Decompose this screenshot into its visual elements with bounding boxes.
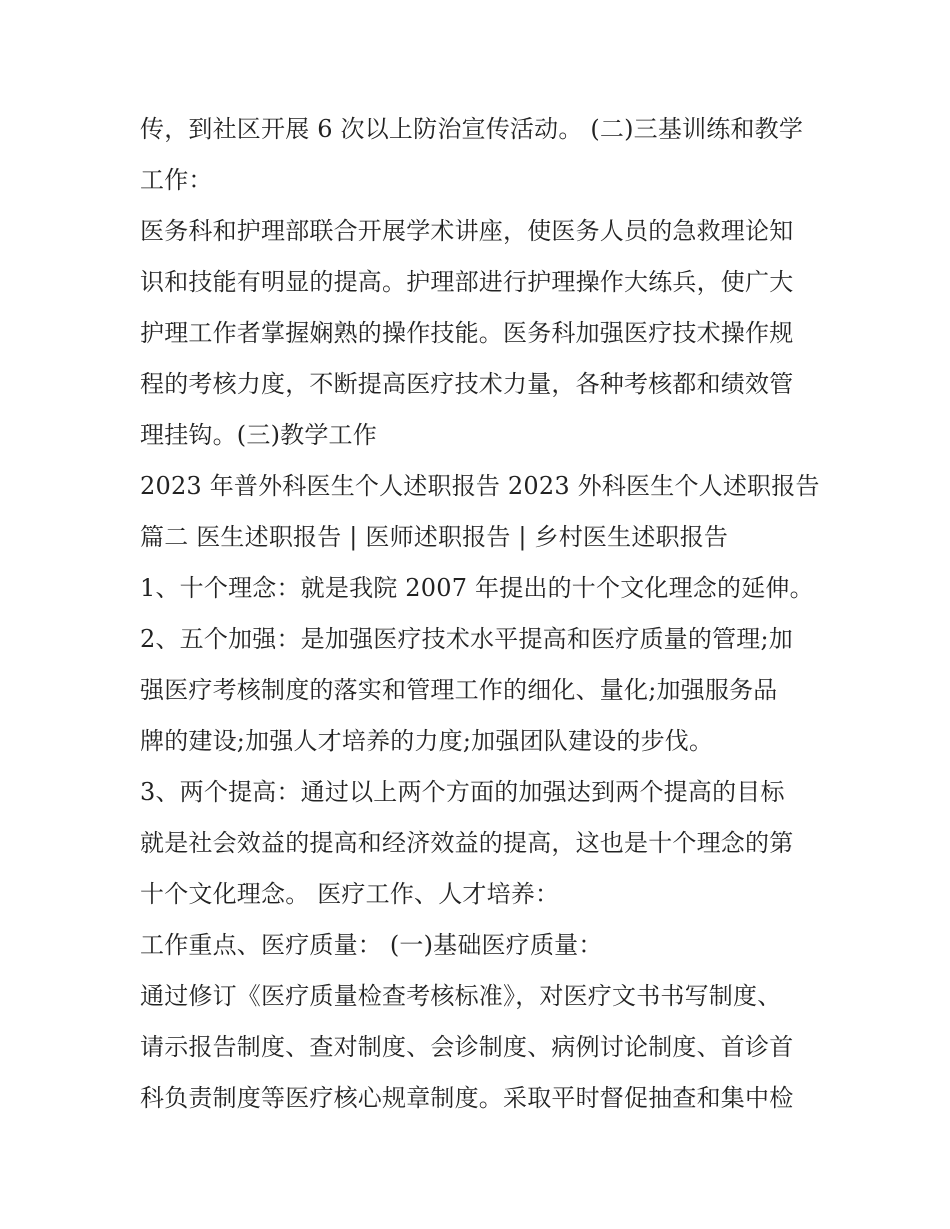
text-line: 3、两个提高：通过以上两个方面的加强达到两个提高的目标	[140, 778, 785, 806]
text-line: 识和技能有明显的提高。护理部进行护理操作大练兵，使广大	[140, 268, 794, 296]
text-line: 理挂钩。(三)教学工作	[140, 421, 377, 449]
text-line: 2、五个加强：是加强医疗技术水平提高和医疗质量的管理;加	[140, 625, 793, 653]
text-line: 传，到社区开展 6 次以上防治宣传活动。 (二)三基训练和教学	[140, 115, 804, 143]
text-line: 请示报告制度、查对制度、会诊制度、病例讨论制度、首诊首	[140, 1033, 794, 1061]
text-line: 工作重点、医疗质量： (一)基础医疗质量：	[140, 931, 603, 959]
text-line: 1、十个理念：就是我院 2007 年提出的十个文化理念的延伸。	[140, 574, 814, 602]
text-line: 2023 年普外科医生个人述职报告 2023 外科医生个人述职报告	[140, 472, 820, 500]
document-body	[140, 104, 820, 1124]
text-line: 强医疗考核制度的落实和管理工作的细化、量化;加强服务品	[140, 676, 778, 704]
text-line: 就是社会效益的提高和经济效益的提高，这也是十个理念的第	[140, 829, 794, 857]
text-line: 程的考核力度，不断提高医疗技术力量，各种考核都和绩效管	[140, 370, 794, 398]
text-line: 工作：	[140, 166, 213, 194]
text-line: 篇二 医生述职报告 | 医师述职报告 | 乡村医生述职报告	[140, 523, 729, 551]
text-line: 护理工作者掌握娴熟的操作技能。医务科加强医疗技术操作规	[140, 319, 794, 347]
text-line: 牌的建设;加强人才培养的力度;加强团队建设的步伐。	[140, 727, 714, 755]
text-line: 科负责制度等医疗核心规章制度。采取平时督促抽查和集中检	[140, 1084, 794, 1112]
text-line: 医务科和护理部联合开展学术讲座，使医务人员的急救理论知	[140, 217, 794, 245]
text-line: 通过修订《医疗质量检查考核标准》，对医疗文书书写制度、	[140, 982, 782, 1010]
text-line: 十个文化理念。 医疗工作、人才培养：	[140, 880, 560, 908]
